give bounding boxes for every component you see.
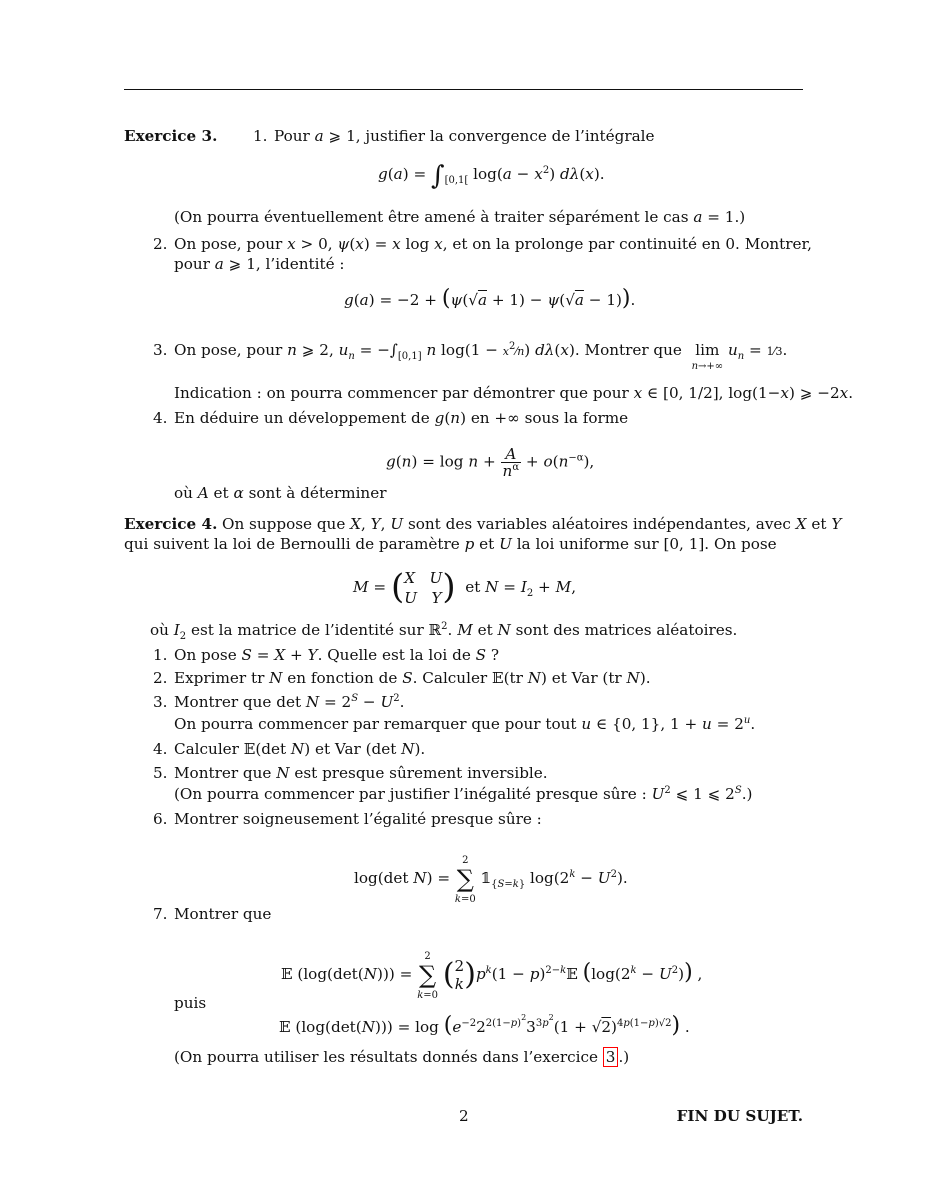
ex3-q3-text: On pose, pour n ⩾ 2, $u_n = -\int_{[0,1]}$ n $\log(1 - x^2⁄n)$ dλ(x). Montrer que lim $^{n\to+\infty}$ $u_n$ = 1⁄3. — [174, 341, 788, 372]
ex4-matrix-formula: M = (X U U Y) et $N = I_2 + M$, — [353, 567, 577, 607]
ex3-q2-formula: g(a) = −2 + (ψ(√a + 1) − ψ(√a − 1)). — [344, 286, 636, 311]
ex4-q2-text: Exprimer tr N en fonction de S. Calculer 𝔼(tr N) et Var (tr N). — [174, 669, 651, 687]
ex3-q4-number: 4. — [153, 409, 168, 427]
ex4-q6-formula: log(det N) = 2 ∑ k=0 $𝟙_{\{S=k\}}$ $\log(2^k - U^2)$. — [354, 855, 628, 905]
page-number: 2 — [459, 1107, 469, 1125]
ex4-q6-number: 6. — [153, 810, 168, 828]
ex4-q5-number: 5. — [153, 764, 168, 782]
top-rule — [124, 89, 803, 90]
ex4-q5-hint: (On pourra commencer par justifier l’inégalité presque sûre : $U^2$ ⩽ 1 ⩽ $2^S$.) — [174, 785, 753, 803]
ex3-q2-text-line-1: On pose, pour x > 0, ψ(x) = x log x, et on la prolonge par continuité en 0. Montrer, — [174, 235, 812, 253]
ex4-q7-puis: puis — [174, 994, 207, 1012]
ex4-q7-note: (On pourra utiliser les résultats donnés dans l’exercice 3 .) — [174, 1048, 630, 1066]
ex4-q3-hint: On pourra commencer par remarquer que pour tout u ∈ {0, 1}, $1 + u = 2^u$. — [174, 715, 756, 733]
ex3-q4-text: En déduire un développement de g(n) en +∞ sous la forme — [174, 409, 629, 427]
ex4-q7-number: 7. — [153, 905, 168, 923]
ex4-intro-line-2: qui suivent la loi de Bernoulli de paramètre p et U la loi uniforme sur [0, 1]. On pose — [124, 535, 777, 553]
ex3-q1-note: (On pourra éventuellement être amené à traiter séparément le cas a = 1.) — [174, 208, 746, 226]
exercise-4-title: Exercice 4. — [124, 515, 218, 533]
ex4-q4-text: Calculer 𝔼(det N) et Var (det N). — [174, 740, 426, 758]
ex4-q4-number: 4. — [153, 740, 168, 758]
ex3-q4-end: où A et α sont à déterminer — [174, 484, 387, 502]
ex3-q1-formula: $g(a) = \int_{[0,1[}$ $\log(a - x^2)$ dλ(x). — [378, 161, 605, 191]
ex3-q4-formula: $g(n) = \log n + \frac{A}{n^\alpha}$ + $o(n^{-\alpha})$, — [386, 445, 595, 480]
ex3-q2-text-line-2: pour a ⩾ 1, l’identité : — [174, 255, 345, 273]
ex4-intro-line-1: On suppose que X, Y, U sont des variables aléatoires indépendantes, avec X et Y — [222, 515, 842, 533]
ex3-q2-number: 2. — [153, 235, 168, 253]
ex4-q7-formula-2: 𝔼 $(\log(\det(N))) = \log (e^{-2}2^{2(1-p)^2}3^{3p^2}(1 + √2)^{4p(1-p)√2})$ . — [279, 1013, 690, 1038]
ex4-q7-formula-1: 𝔼 (log(det(N))) = 2 ∑ k=0 (2 $k)p^k(1$ − $p)^{2-k}𝔼$ $(\log(2^k - U^2))$ , — [281, 951, 703, 1001]
ex3-q3-number: 3. — [153, 341, 168, 359]
ex3-q1-number: 1. — [253, 127, 268, 145]
end-of-subject-label: FIN DU SUJET. — [676, 1107, 803, 1125]
ex3-q1-text: Pour a ⩾ 1, justifier la convergence de l’intégrale — [274, 127, 655, 145]
ex3-q3-hint: Indication : on pourra commencer par démontrer que pour x ∈ [0, 1/2], log(1−x) ⩾ −2x. — [174, 384, 854, 402]
exercise-3-title: Exercice 3. — [124, 127, 218, 145]
ex4-q5-text: Montrer que N est presque sûrement inversible. — [174, 764, 548, 782]
ex4-intro-line-3: où $I_2$ est la matrice de l’identité sur ℝ$^2$. M et N sont des matrices aléatoires. — [150, 621, 738, 642]
ex4-q1-text: On pose S = X + Y. Quelle est la loi de S ? — [174, 646, 500, 664]
ex4-q3-number: 3. — [153, 693, 168, 711]
ex4-q2-number: 2. — [153, 669, 168, 687]
ex4-q6-text: Montrer soigneusement l’égalité presque sûre : — [174, 810, 542, 828]
ex4-q1-number: 1. — [153, 646, 168, 664]
ex4-q3-text: Montrer que $\det N = 2^S - U^2$. — [174, 693, 405, 711]
ex4-q7-text: Montrer que — [174, 905, 272, 923]
exercise-3-reference-link[interactable]: 3 — [603, 1047, 619, 1067]
